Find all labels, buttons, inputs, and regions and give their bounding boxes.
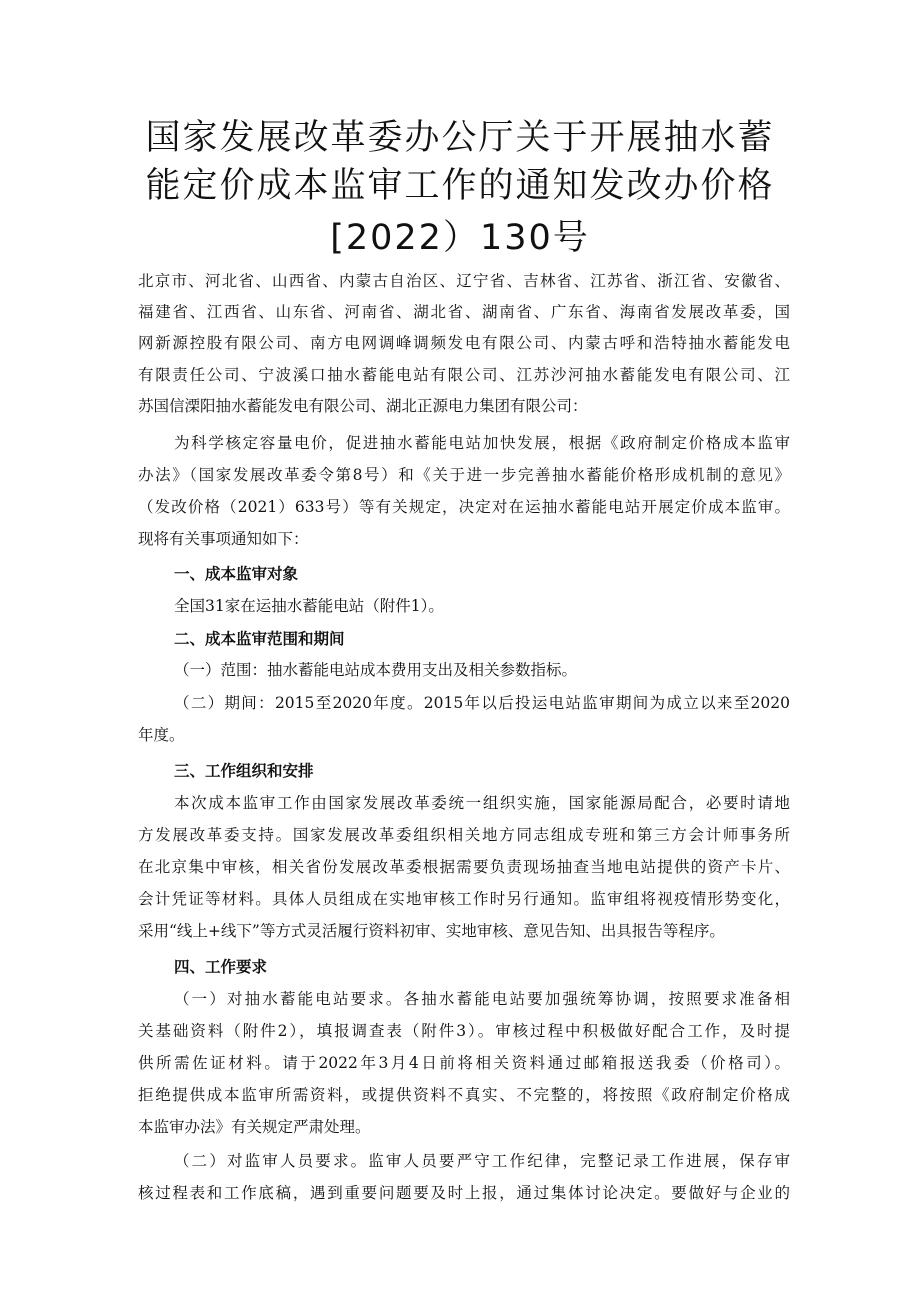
section-2-item-2-line: 年度。 (138, 726, 185, 744)
section-3-line: 采用“线上+线下”等方式灵活履行资料初审、实地审核、意见告知、出具报告等程序。 (138, 922, 725, 940)
addressee-line: 有限责任公司、宁波溪口抽水蓄能电站有限公司、江苏沙河抽水蓄能发电有限公司、江 (138, 366, 790, 384)
document-title-line-1: 国家发展改革委办公厅关于开展抽水蓄 (145, 118, 775, 158)
addressee-line: 北京市、河北省、山西省、内蒙古自治区、辽宁省、吉林省、江苏省、浙江省、安徽省、 (138, 272, 790, 290)
section-2-item-1: （一）范围：抽水蓄能电站成本费用支出及相关参数指标。 (174, 661, 578, 679)
section-2-item-2-line: （二）期间：2015至2020年度。2015年以后投运电站监审期间为成立以来至2020 (174, 694, 790, 712)
intro-line: 办法》（国家发展改革委令第8号）和《关于进一步完善抽水蓄能价格形成机制的意见》 (138, 466, 790, 484)
section-1-text: 全国31家在运抽水蓄能电站（附件1）。 (174, 597, 444, 615)
section-heading-2: 二、成本监审范围和期间 (174, 630, 345, 648)
section-3-line: 本次成本监审工作由国家发展改革委统一组织实施，国家能源局配合，必要时请地 (174, 794, 790, 812)
section-4-item-1-line: 拒绝提供成本监审所需资料，或提供资料不真实、不完整的，将按照《政府制定价格成 (138, 1086, 790, 1104)
section-4-item-1-line: 本监审办法》有关规定严肃处理。 (138, 1118, 371, 1136)
section-heading-1: 一、成本监审对象 (174, 565, 299, 583)
section-heading-4: 四、工作要求 (174, 958, 268, 976)
intro-line: 现将有关事项通知如下： (138, 530, 309, 548)
document-title-line-2: 能定价成本监审工作的通知发改办价格 (145, 166, 775, 206)
section-4-item-2-line: （二）对监审人员要求。监审人员要严守工作纪律，完整记录工作进展，保存审 (174, 1152, 790, 1170)
section-4-item-1-line: （一）对抽水蓄能电站要求。各抽水蓄能电站要加强统筹协调，按照要求准备相 (174, 990, 790, 1008)
section-3-line: 在北京集中审核，相关省份发展改革委根据需要负责现场抽查当地电站提供的资产卡片、 (138, 858, 790, 876)
addressee-line: 福建省、江西省、山东省、河南省、湖北省、湖南省、广东省、海南省发展改革委，国 (138, 303, 790, 321)
intro-line: （发改价格（2021）633号）等有关规定，决定对在运抽水蓄能电站开展定价成本监审。 (138, 498, 790, 516)
section-4-item-1-line: 供所需佐证材料。请于2022年3月4日前将相关资料通过邮箱报送我委（价格司）。 (138, 1054, 790, 1072)
section-4-item-1-line: 关基础资料（附件2），填报调查表（附件3）。审核过程中积极做好配合工作，及时提 (138, 1022, 790, 1040)
section-4-item-2-line: 核过程表和工作底稿，遇到重要问题要及时上报，通过集体讨论决定。要做好与企业的 (138, 1184, 790, 1202)
addressee-line: 苏国信溧阳抽水蓄能发电有限公司、湖北正源电力集团有限公司： (138, 397, 588, 415)
section-heading-3: 三、工作组织和安排 (174, 762, 314, 780)
intro-line: 为科学核定容量电价，促进抽水蓄能电站加快发展，根据《政府制定价格成本监审 (174, 434, 790, 452)
section-3-line: 方发展改革委支持。国家发展改革委组织相关地方同志组成专班和第三方会计师事务所 (138, 826, 790, 844)
addressee-line: 网新源控股有限公司、南方电网调峰调频发电有限公司、内蒙古呼和浩特抽水蓄能发电 (138, 334, 790, 352)
section-3-line: 会计凭证等材料。具体人员组成在实地审核工作时另行通知。监审组将视疫情形势变化， (138, 890, 790, 908)
document-title-line-3: [2022）130号 (330, 218, 590, 258)
